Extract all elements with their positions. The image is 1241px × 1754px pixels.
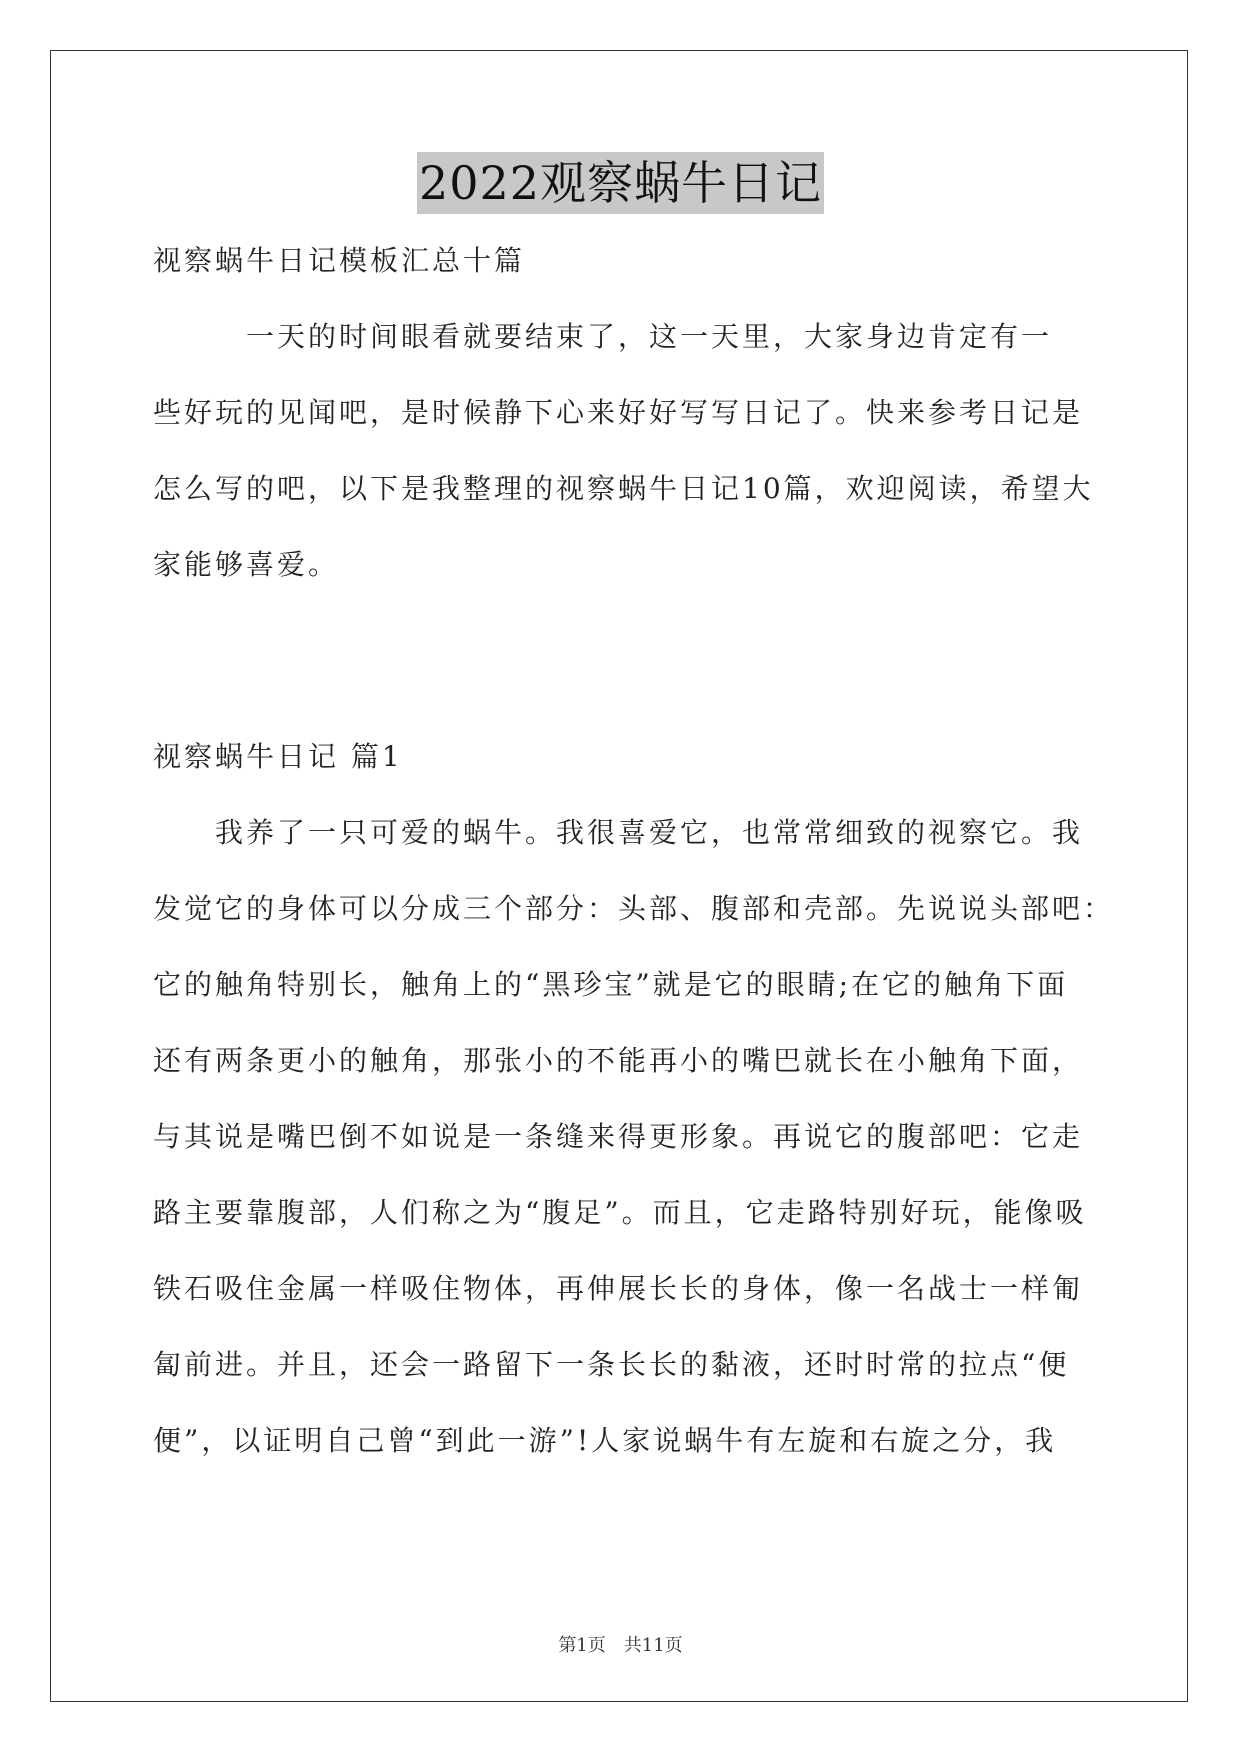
page-footer (0, 1634, 1241, 1658)
body-line: 还有两条更小的触角，那张小的不能再小的嘴巴就长在小触角下面， (153, 1044, 1084, 1077)
body-line: 我养了一只可爱的蜗牛。我很喜爱它，也常常细致的视察它。我 (153, 816, 1084, 849)
body-line: 些好玩的见闻吧，是时候静下心来好好写写日记了。快来参考日记是 (153, 396, 1084, 429)
subtitle-line: 视察蜗牛日记模板汇总十篇 (153, 244, 526, 277)
body-line: 匐前进。并且，还会一路留下一条长长的黏液，还时时常的拉点“便 (153, 1348, 1070, 1381)
body-line: 怎么写的吧，以下是我整理的视察蜗牛日记10篇，欢迎阅读，希望大 (153, 472, 1094, 505)
body-line: 便”，以证明自己曾“到此一游”!人家说蜗牛有左旋和右旋之分，我 (153, 1424, 1057, 1457)
page-number: 第1页 共11页 (558, 1635, 683, 1656)
section-heading: 视察蜗牛日记 篇1 (153, 740, 403, 773)
body-line: 家能够喜爱。 (153, 548, 340, 581)
body-line: 路主要靠腹部，人们称之为“腹足”。而且，它走路特别好玩，能像吸 (153, 1196, 1087, 1229)
body-line: 发觉它的身体可以分成三个部分：头部、腹部和壳部。先说说头部吧： (153, 892, 1115, 925)
body-line: 它的触角特别长，触角上的“黑珍宝”就是它的眼睛;在它的触角下面 (153, 968, 1069, 1001)
document-title: 2022观察蜗牛日记 (417, 152, 824, 214)
title-container (0, 152, 1241, 214)
body-line: 与其说是嘴巴倒不如说是一条缝来得更形象。再说它的腹部吧：它走 (153, 1120, 1084, 1153)
body-line: 铁石吸住金属一样吸住物体，再伸展长长的身体，像一名战士一样匍 (153, 1272, 1084, 1305)
body-line: 一天的时间眼看就要结束了，这一天里，大家身边肯定有一 (153, 320, 1053, 353)
